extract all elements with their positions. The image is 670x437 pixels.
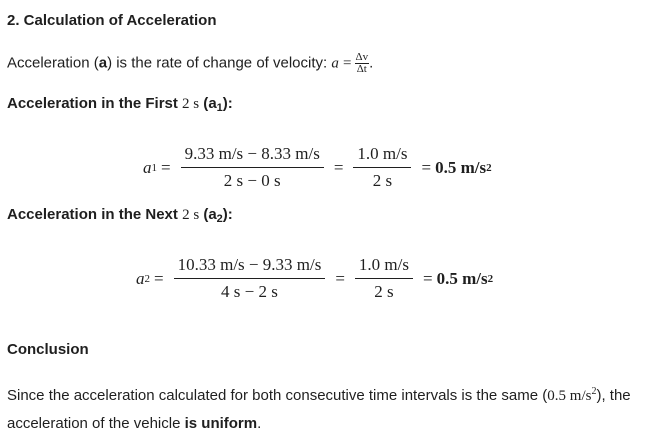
first-heading-paren: ( bbox=[199, 95, 209, 112]
eq2-equals-2: = bbox=[335, 268, 345, 288]
first-heading-sym: a bbox=[208, 95, 217, 112]
eq1-lhs-sub: 1 bbox=[151, 161, 157, 174]
eq1-num2: 1.0 m/s bbox=[353, 144, 411, 168]
intro-formula-eq: = bbox=[343, 55, 352, 72]
first-equation bbox=[143, 144, 492, 191]
eq1-fraction-1 bbox=[181, 144, 324, 191]
first-interval-heading bbox=[7, 95, 233, 114]
eq2-lhs: a bbox=[136, 268, 145, 288]
intro-frac-den: Δt bbox=[356, 63, 367, 75]
conclusion-text-mid: ), the acceleration of the vehicle bbox=[7, 387, 631, 432]
first-heading-close: ): bbox=[222, 95, 233, 112]
conclusion-bold: is uniform bbox=[184, 415, 258, 432]
next-heading-close: ): bbox=[222, 206, 233, 223]
intro-bold-a: a bbox=[98, 54, 108, 72]
eq2-den1: 4 s − 2 s bbox=[221, 282, 278, 301]
intro-frac-num: Δv bbox=[355, 51, 369, 63]
section-heading: 2. Calculation of Acceleration bbox=[7, 12, 217, 29]
intro-text-after: ) is the rate of change of velocity: bbox=[107, 54, 332, 72]
next-interval-heading bbox=[7, 206, 233, 225]
intro-fraction bbox=[355, 52, 370, 75]
next-heading-text: Acceleration in the Next bbox=[7, 206, 183, 223]
intro-text: Acceleration ( bbox=[7, 54, 99, 72]
eq2-num1: 10.33 m/s − 9.33 m/s bbox=[174, 255, 326, 279]
eq1-num1: 9.33 m/s − 8.33 m/s bbox=[181, 144, 324, 168]
eq1-lhs: a bbox=[143, 157, 152, 177]
eq1-result: 0.5 m/s bbox=[435, 157, 487, 177]
eq1-den2: 2 s bbox=[372, 171, 393, 190]
eq2-fraction-1 bbox=[174, 255, 326, 302]
eq1-den1: 2 s − 0 s bbox=[223, 171, 281, 190]
next-heading-sym: a bbox=[208, 206, 217, 223]
eq1-equals-3: = bbox=[421, 157, 432, 177]
first-heading-interval: 2 s bbox=[182, 96, 200, 112]
eq2-den2: 2 s bbox=[374, 282, 394, 301]
conclusion-paragraph bbox=[7, 378, 667, 437]
eq1-equals-2: = bbox=[333, 157, 344, 177]
intro-paragraph bbox=[7, 52, 373, 75]
eq1-fraction-2 bbox=[353, 144, 411, 191]
eq2-lhs-sub: 2 bbox=[144, 272, 150, 285]
eq2-equals-1: = bbox=[154, 268, 164, 288]
conclusion-value: 0.5 m/s bbox=[547, 388, 592, 404]
next-equation bbox=[136, 255, 493, 302]
conclusion-end: . bbox=[257, 415, 262, 432]
conclusion-heading: Conclusion bbox=[7, 341, 89, 358]
eq2-equals-3: = bbox=[422, 268, 433, 288]
intro-formula-lhs: a bbox=[331, 55, 339, 72]
conclusion-value-sup: 2 bbox=[591, 386, 597, 397]
eq2-result-sup: 2 bbox=[487, 272, 494, 285]
eq2-result: 0.5 m/s bbox=[436, 268, 488, 288]
next-heading-interval: 2 s bbox=[182, 207, 200, 223]
eq1-result-sup: 2 bbox=[486, 161, 492, 174]
conclusion-text: Since the acceleration calculated for both consecutive time intervals is the same ( bbox=[7, 387, 548, 404]
eq2-fraction-2 bbox=[355, 255, 413, 302]
next-heading-sub: 2 bbox=[216, 213, 223, 225]
first-heading-sub: 1 bbox=[216, 102, 223, 114]
next-heading-paren: ( bbox=[199, 206, 209, 223]
eq1-equals-1: = bbox=[161, 157, 171, 177]
intro-end: . bbox=[369, 54, 374, 72]
first-heading-text: Acceleration in the First bbox=[7, 95, 183, 112]
eq2-num2: 1.0 m/s bbox=[355, 255, 413, 279]
